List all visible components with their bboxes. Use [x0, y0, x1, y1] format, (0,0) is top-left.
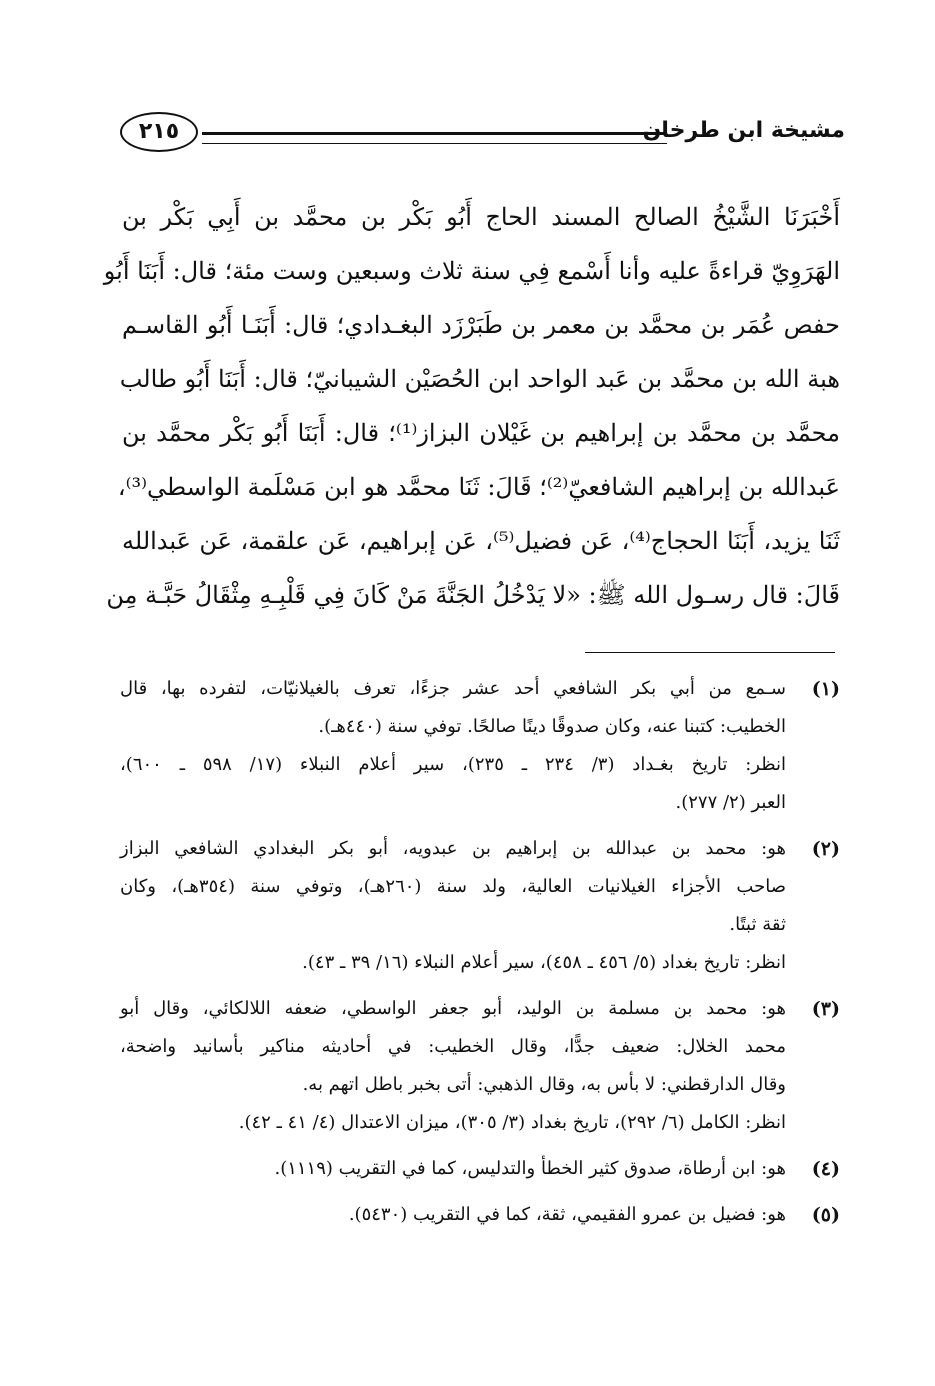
footnote-4	[120, 1150, 840, 1188]
footnote-number: (٣)	[811, 998, 840, 1020]
main-text	[103, 190, 841, 622]
footnotes	[120, 670, 840, 1234]
page-number: ٢١٥	[120, 112, 198, 152]
footnote-1	[120, 670, 840, 822]
body-line: قَالَ: قال رسـول الله ﷺ: «لا يَدْخُلُ الجَنَّةَ مَنْ كَانَ فِي قَلْبِـهِ مِثْقَالُ حَبَّـة مِن	[106, 581, 840, 609]
body-line: أَخْبَرَنَا الشَّيْخُ الصالح المسند الحاج أَبُو بَكْر بن محمَّد بن أَبِي بَكْر بن	[122, 203, 840, 231]
footnote-line: انظر: تاريخ بغداد (٥/ ٤٥٦ ـ ٤٥٨)، سير أعلام النبلاء (١٦/ ٣٩ ـ ٤٣).	[302, 952, 786, 973]
footnote-number: (٢)	[811, 838, 840, 860]
body-line: حفص عُمَر بن محمَّد بن معمر بن طَبَرْزَد البغـدادي؛ قال: أَبَنَـا أَبُو القاسـم	[122, 311, 840, 339]
footnote-line: هو: فضيل بن عمرو الفقيمي، ثقة، كما في التقريب (٥٤٣٠).	[348, 1204, 786, 1225]
running-title: مشيخة ابن طرخان	[642, 118, 845, 143]
footnote-line: هو: ابن أرطاة، صدوق كثير الخطأ والتدليس، كما في التقريب (١١١٩).	[274, 1158, 786, 1179]
footnote-line: هو: محمد بن مسلمة بن الوليد، أبو جعفر الواسطي، ضعفه اللالكائي، وقال أبو	[120, 998, 786, 1019]
body-line: هبة الله بن محمَّد بن عَبد الواحد ابن الحُصَيْن الشيبانيّ؛ قال: أَبَنَا أَبُو طالب	[119, 365, 840, 393]
footnote-line: وقال الدارقطني: لا بأس به، وقال الذهبي: أتى بخبر باطل اتهم به.	[302, 1074, 786, 1095]
page-header	[120, 104, 845, 164]
footnote-body	[120, 1150, 786, 1188]
footnote-body	[120, 830, 786, 982]
footnote-line: ثقة ثبتًا.	[729, 914, 786, 935]
footnote-separator	[585, 652, 835, 653]
footnote-line: محمد الخلال: ضعيف جدًّا، وقال الخطيب: في أحاديثه مناكير بأسانيد واضحة،	[120, 1036, 786, 1057]
footnote-number: (١)	[811, 678, 840, 700]
body-line: ثَنَا يزيد، أَبَنَا الحجاج⁽⁴⁾، عَن فضيل⁽⁵⁾، عَن إبراهيم، عَن علقمة، عَن عَبدالله	[122, 527, 840, 555]
footnote-body	[120, 1196, 786, 1234]
footnote-body	[120, 990, 786, 1142]
footnote-2	[120, 830, 840, 982]
body-line: محمَّد بن محمَّد بن إبراهيم بن غَيْلان البزاز⁽¹⁾؛ قال: أَبَنَا أَبُو بَكْر محمَّد بن	[122, 419, 841, 447]
footnote-body	[120, 670, 786, 822]
body-line: الهَرَوِيّ قراءةً عليه وأنا أَسْمع فِي سنة ثلاث وسبعين وست مئة؛ قال: أَبَنَا أَبُو	[103, 257, 840, 285]
footnote-line: الخطيب: كتبنا عنه، وكان صدوقًا دينًا صالحًا. توفي سنة (٤٤٠هـ).	[318, 716, 786, 737]
header-rule	[202, 132, 667, 144]
footnote-3	[120, 990, 840, 1142]
footnote-line: انظر: تاريخ بغـداد (٣/ ٢٣٤ ـ ٢٣٥)، سير أعلام النبلاء (١٧/ ٥٩٨ ـ ٦٠٠)،	[120, 754, 786, 775]
footnote-5	[120, 1196, 840, 1234]
footnote-line: انظر: الكامل (٦/ ٢٩٢)، تاريخ بغداد (٣/ ٣٠٥)، ميزان الاعتدال (٤/ ٤١ ـ ٤٢).	[238, 1112, 786, 1133]
footnote-line: العبر (٢/ ٢٧٧).	[675, 792, 786, 813]
body-line: عَبدالله بن إبراهيم الشافعيّ⁽²⁾؛ قَالَ: ثَنَا محمَّد هو ابن مَسْلَمة الواسطي⁽³⁾،	[117, 473, 840, 501]
footnote-line: سـمع من أبي بكر الشافعي أحد عشر جزءًا، تعرف بالغيلانيّات، لتفرده بها، قال	[120, 678, 786, 699]
footnote-line: هو: محمد بن عبدالله بن إبراهيم بن عبدويه، أبو بكر البغدادي الشافعي البزاز	[120, 838, 786, 859]
footnote-number: (٤)	[811, 1158, 840, 1180]
footnote-number: (٥)	[811, 1204, 840, 1226]
footnote-line: صاحب الأجزاء الغيلانيات العالية، ولد سنة (٢٦٠هـ)، وتوفي سنة (٣٥٤هـ)، وكان	[120, 876, 786, 897]
